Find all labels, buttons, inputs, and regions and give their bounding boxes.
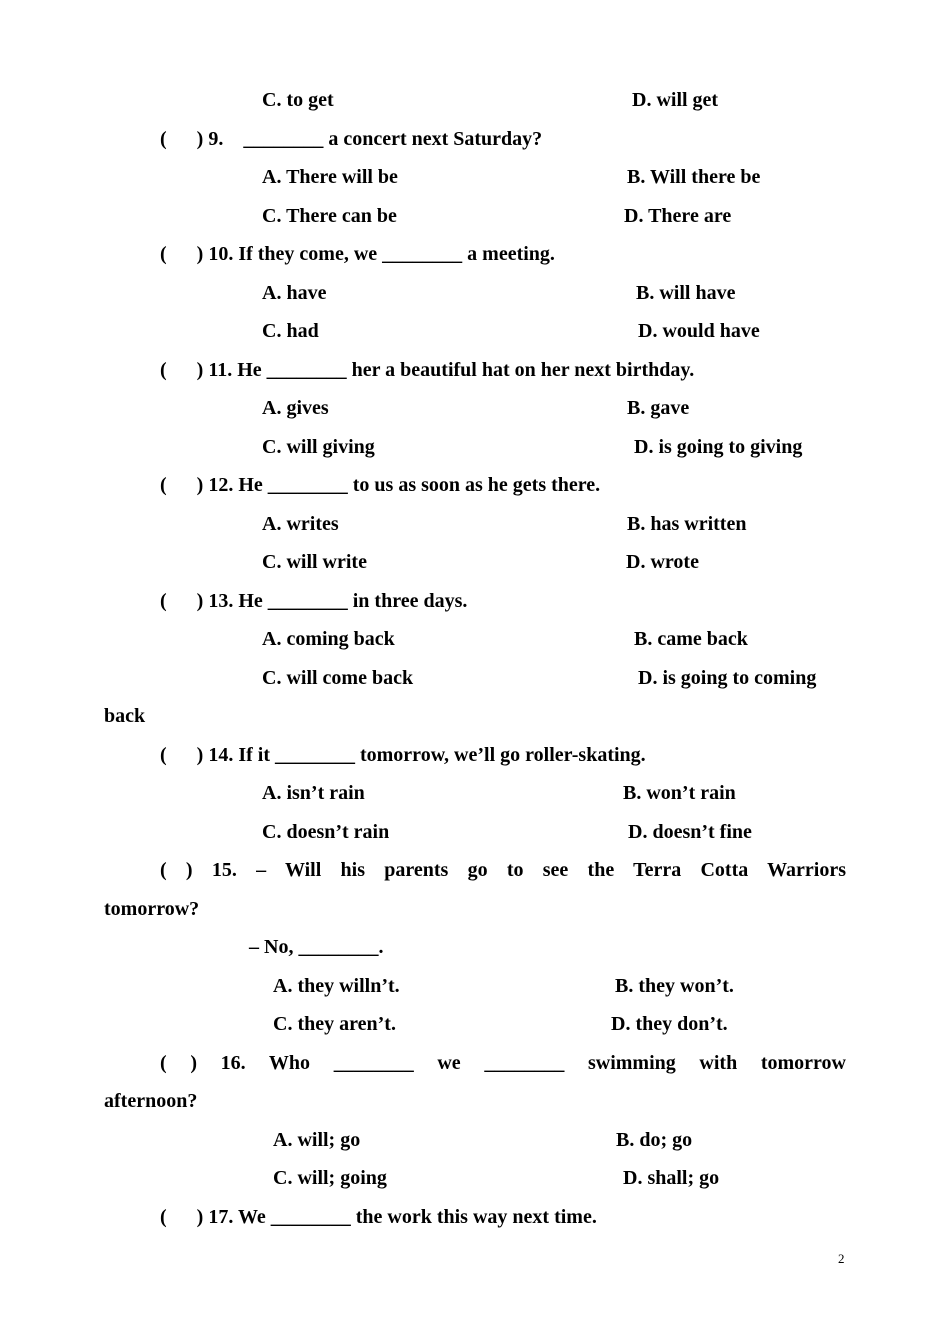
q9-option-b: B. Will there be	[627, 166, 761, 188]
q13-stem: ( ) 13. He ________ in three days.	[160, 590, 468, 612]
q13-option-d: D. is going to coming	[638, 667, 817, 689]
q8-option-c: C. to get	[262, 89, 334, 111]
page-number: 2	[838, 1251, 845, 1266]
q16-stem-continuation: afternoon?	[104, 1090, 198, 1112]
q11-stem: ( ) 11. He ________ her a beautiful hat on her next birthday.	[160, 359, 695, 381]
q10-option-b: B. will have	[636, 282, 736, 304]
q15-option-c: C. they aren’t.	[273, 1013, 396, 1035]
q9-option-d: D. There are	[624, 205, 732, 227]
q12-option-b: B. has written	[627, 513, 747, 535]
q10-option-c: C. had	[262, 320, 319, 342]
q9-option-c: C. There can be	[262, 205, 397, 227]
q11-option-a: A. gives	[262, 397, 329, 419]
q13-option-b: B. came back	[634, 628, 748, 650]
q11-option-b: B. gave	[627, 397, 690, 419]
q10-option-d: D. would have	[638, 320, 760, 342]
q11-option-d: D. is going to giving	[634, 436, 803, 458]
q17-stem: ( ) 17. We ________ the work this way next time.	[160, 1206, 597, 1228]
q12-option-c: C. will write	[262, 551, 367, 573]
q14-option-c: C. doesn’t rain	[262, 821, 390, 843]
q12-option-d: D. wrote	[626, 551, 699, 573]
q15-reply: – No, ________.	[249, 936, 384, 958]
q13-option-a: A. coming back	[262, 628, 395, 650]
q16-option-a: A. will; go	[273, 1129, 361, 1151]
q10-option-a: A. have	[262, 282, 327, 304]
q15-option-a: A. they willn’t.	[273, 975, 400, 997]
q15-stem-continuation: tomorrow?	[104, 898, 200, 920]
q15-option-b: B. they won’t.	[615, 975, 734, 997]
q9-stem: ( ) 9. ________ a concert next Saturday?	[160, 128, 543, 150]
q16-option-b: B. do; go	[616, 1129, 693, 1151]
q14-option-a: A. isn’t rain	[262, 782, 365, 804]
q11-option-c: C. will giving	[262, 436, 375, 458]
q10-stem: ( ) 10. If they come, we ________ a meeting.	[160, 243, 555, 265]
q12-stem: ( ) 12. He ________ to us as soon as he gets there.	[160, 474, 601, 496]
q9-option-a: A. There will be	[262, 166, 398, 188]
q16-option-c: C. will; going	[273, 1167, 387, 1189]
q15-option-d: D. they don’t.	[611, 1013, 728, 1035]
q14-option-b: B. won’t rain	[623, 782, 736, 804]
q16-stem: ( ) 16. Who ________ we ________ swimming with tomorrow	[160, 1052, 846, 1074]
q14-option-d: D. doesn’t fine	[628, 821, 752, 843]
q12-option-a: A. writes	[262, 513, 339, 535]
q16-option-d: D. shall; go	[623, 1167, 720, 1189]
q14-stem: ( ) 14. If it ________ tomorrow, we’ll go roller-skating.	[160, 744, 646, 766]
q8-option-d: D. will get	[632, 89, 719, 111]
q13-option-d-continuation: back	[104, 705, 146, 727]
q13-option-c: C. will come back	[262, 667, 414, 689]
q15-stem: ( ) 15. – Will his parents go to see the Terra Cotta Warriors	[160, 859, 846, 881]
